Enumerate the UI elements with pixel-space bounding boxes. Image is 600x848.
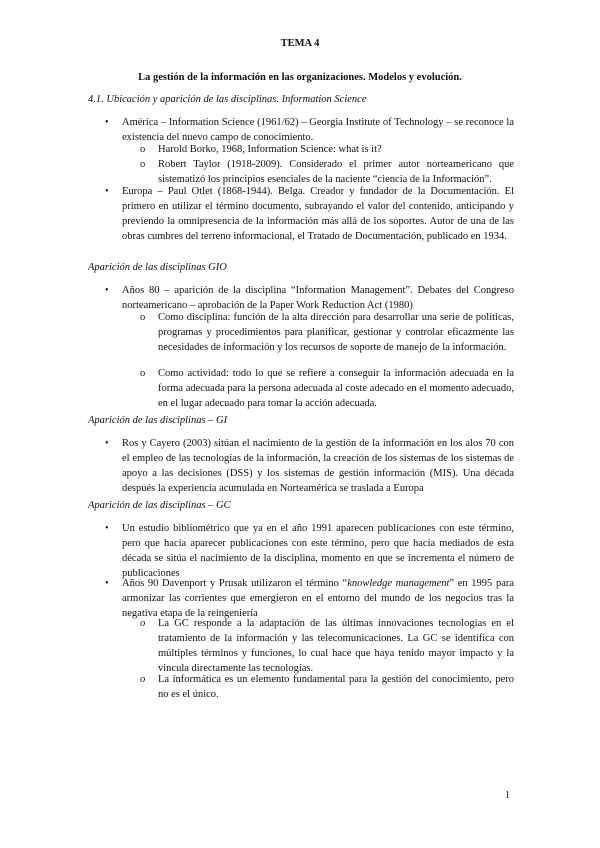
bullet-icon: • bbox=[105, 578, 109, 589]
list-item: Años 80 – aparición de la disciplina “Information Management”. Debates del Congreso norteamericano – aprobación de la Paper Work Reduction Act (1980) bbox=[122, 285, 514, 311]
list-item: Un estudio bibliométrico que ya en el año 1991 aparecen publicaciones con este término, pero que hacía aparecer publicaciones con este término, pero que hacia mediados de esta década se sitúa el nacimiento de la disciplina, momento en que se incrementa el número de publicaciones bbox=[122, 523, 514, 579]
document-subtitle: La gestión de la información en las organizaciones. Modelos y evolución. bbox=[138, 72, 462, 83]
section-heading-gi: Aparición de las disciplinas – GI bbox=[88, 415, 228, 426]
sub-list-item: La informática es un elemento fundamental para la gestión del conocimiento, pero no es el único. bbox=[158, 674, 514, 700]
section-heading-information-science: 4.1. Ubicación y aparición de las disciplinas. Information Science bbox=[88, 94, 367, 105]
sub-bullet-icon: o bbox=[140, 144, 146, 155]
list-item: Ros y Cayero (2003) sitúan el nacimiento de la gestión de la información en los alos 70 con el empleo de las tecnologías de la información, la creación de los sistemas de los sistemas de apoyo a las decisiones (DSS) y los sistemas de gestión información (MIS). Una década después la experiencia acumulada en Norteamérica se traslada a Europa bbox=[122, 438, 514, 494]
page-number: 1 bbox=[505, 790, 510, 801]
sub-bullet-icon: o bbox=[140, 159, 146, 170]
bullet-icon: • bbox=[105, 186, 109, 197]
sub-bullet-icon: o bbox=[140, 368, 146, 379]
list-item bbox=[122, 576, 514, 621]
sub-bullet-icon: o bbox=[140, 674, 146, 685]
sub-bullet-icon: o bbox=[140, 312, 146, 323]
list-item-text: ” en 1995 para armonizar las corrientes que emergieron en el entorno del mundo de los negocios tras la negativa etapa de la reingeniería bbox=[122, 578, 515, 619]
bullet-icon: • bbox=[105, 438, 109, 449]
bullet-icon: • bbox=[105, 523, 109, 534]
section-heading-gio: Aparición de las disciplinas GIO bbox=[88, 262, 227, 273]
sub-list-item: Robert Taylor (1918-2009). Considerado el primer autor norteamericano que sistematizó los principios esenciales de la naciente “ciencia de la Información”. bbox=[158, 159, 514, 185]
sub-bullet-icon: o bbox=[140, 618, 146, 629]
sub-list-item: La GC responde a la adaptación de las últimas innovaciones tecnologías en el tratamiento de la información y las telecomunicaciones. La GC se identifica con múltiples términos y funciones, lo cual hace que haya tenido mayor impacto y la vincula directamente las tecnologías. bbox=[158, 618, 514, 674]
list-item-text: Años 90 Davenport y Prusak utilizaron el término “ bbox=[122, 578, 348, 589]
document-title: TEMA 4 bbox=[280, 38, 320, 49]
bullet-icon: • bbox=[105, 285, 109, 296]
knowledge-management-term: knowledge management bbox=[347, 578, 450, 589]
sub-list-item: Como disciplina: función de la alta dirección para desarrollar una serie de políticas, programas y procedimientos para planificar, gestionar y controlar eficazmente las necesidades de información y los recursos de soporte de manejo de la información. bbox=[158, 312, 514, 353]
list-item: América – Information Science (1961/62) – Georgia Institute of Technology – se reconoce la existencia del nuevo campo de conocimiento. bbox=[122, 117, 514, 143]
section-heading-gc: Aparición de las disciplinas – GC bbox=[88, 500, 231, 511]
list-item: Europa – Paul Otlet (1868-1944). Belga. Creador y fundador de la Documentación. El primero en utilizar el término documento, subrayando el valor del contenido, anticipando y previendo la omnipresencia de la información más allá de los soportes. Autor de una de las obras cumbres del terreno informacional, el Tratado de Documentación, publicado en 1934. bbox=[122, 186, 514, 242]
bullet-icon: • bbox=[105, 117, 109, 128]
sub-list-item: Harold Borko, 1968, Information Science: what is it? bbox=[158, 144, 382, 155]
sub-list-item: Como actividad: todo lo que se refiere a conseguir la información adecuada en la forma adecuada para la persona adecuada al coste adecado en el momento adecuado, en el lugar adecuado para tomar la acción adecuada. bbox=[158, 368, 514, 409]
